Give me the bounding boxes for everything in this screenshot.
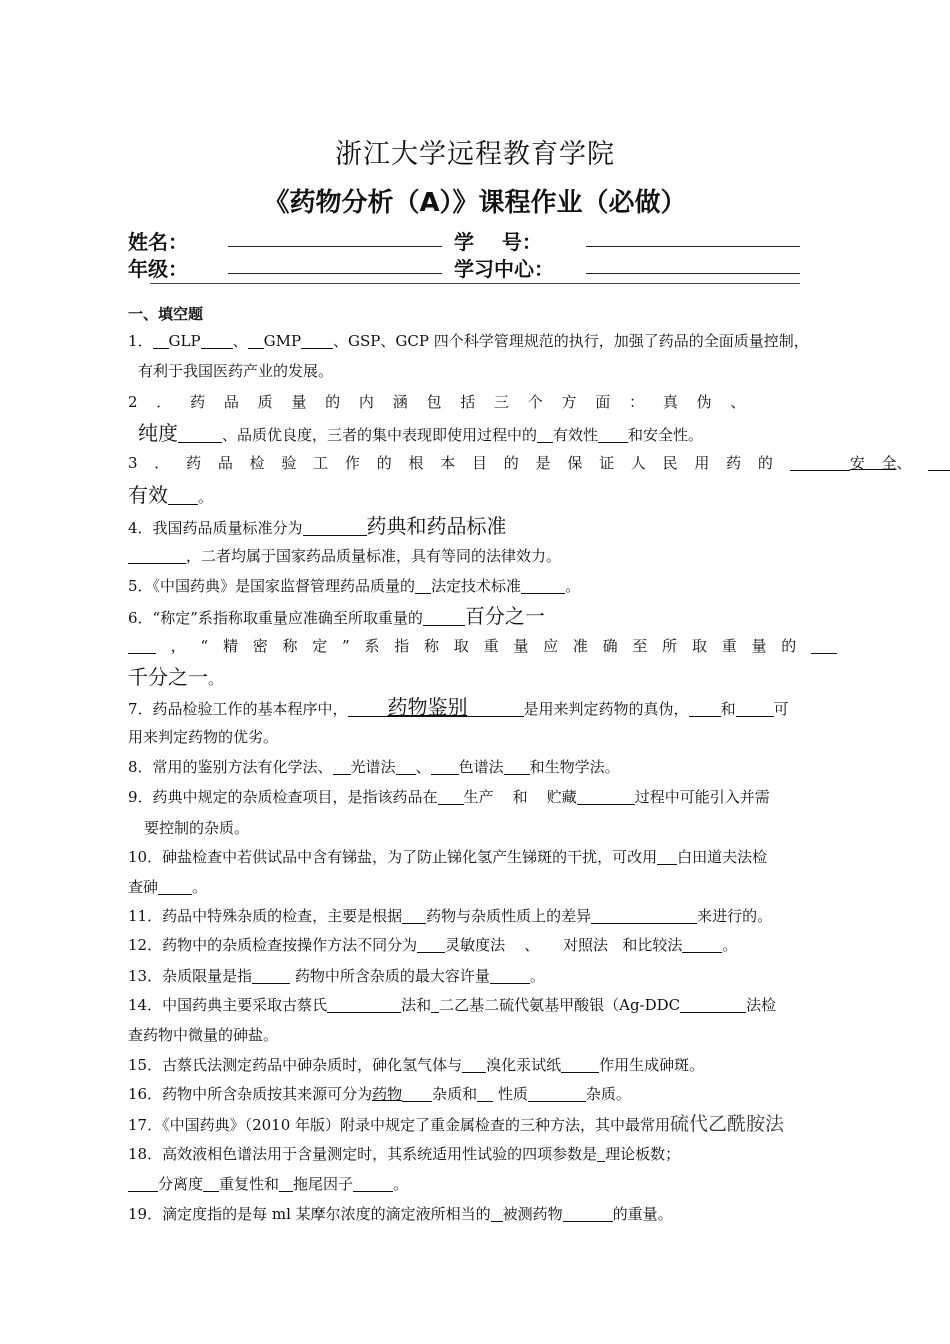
center-label: 学习中心： bbox=[454, 257, 554, 281]
question-14-line-1: 14．中国药典主要采取古蔡氏 法和 二乙基二硫代氨基甲酸银（Ag-DDC 法检 bbox=[128, 996, 777, 1014]
question-2-line-2: 纯度 、品质优良度，三者的集中表现即使用过程中的 有效性 和安全性。 bbox=[138, 421, 704, 445]
question-3-line-2: 有效 。 bbox=[128, 483, 214, 507]
student-id-label: 学 号： bbox=[454, 230, 542, 254]
center-field-line bbox=[586, 273, 800, 274]
question-9-line-1: 9．药典中规定的杂质检查项目，是指该药品在 生产 和 贮藏 过程中可能引入并需 bbox=[128, 788, 770, 806]
question-19-line: 19．滴定度指的是每 ml 某摩尔浓度的滴定液所相当的 被测药物 的重量。 bbox=[128, 1205, 673, 1223]
question-7-line-1: 7．药品检验工作的基本程序中， 药物鉴别 是用来判定药物的真伪， 和 可 bbox=[128, 695, 789, 719]
question-15-line: 15．古蔡氏法测定药品中砷杂质时，砷化氢气体与 溴化汞试纸 作用生成砷斑。 bbox=[128, 1056, 705, 1074]
question-7-line-2: 用来判定药物的优劣。 bbox=[128, 728, 279, 746]
question-17-line: 17．《中国药典》（2010 年版）附录中规定了重金属检查的三种方法，其中最常用硫代乙酰胺法 bbox=[128, 1113, 785, 1135]
document-title: 浙江大学远程教育学院 bbox=[335, 139, 615, 170]
grade-label: 年级： bbox=[128, 257, 188, 281]
question-11-line: 11．药品中特殊杂质的检查，主要是根据 药物与杂质性质上的差异 来进行的。 bbox=[128, 907, 773, 925]
question-3-line-1: 3 ． 药 品 检 验 工 作 的 根 本 目 的 是 保 证 人 民 用 药 的 安 全、 bbox=[128, 448, 824, 478]
question-1-line-1: 1． GLP 、 GMP 、GSP、GCP 四个科学管理规范的执行，加强了药品的全面质量控制， bbox=[128, 332, 809, 350]
question-2-line-1: 2 ． 药 品 质 量 的 内 涵 包 括 三 个 方 面 ： 真 伪 、 bbox=[128, 393, 746, 411]
grade-field-line bbox=[228, 273, 442, 274]
question-6-line-1: 6．“称定”系指称取重量应准确至所取重量的 百分之一 bbox=[128, 604, 545, 628]
question-5-line: 5．《中国药典》是国家监督管理药品质量的 法定技术标准 。 bbox=[128, 577, 581, 595]
question-12-line: 12．药物中的杂质检查按操作方法不同分为 灵敏度法 、 对照法 和比较法 。 bbox=[128, 936, 738, 954]
section-title: 一、填空题 bbox=[128, 305, 204, 323]
question-18-line-1: 18．高效液相色谱法用于含量测定时，其系统适用性试验的四项参数是 理论板数； bbox=[128, 1145, 681, 1163]
question-6-line-3: 千分之一。 bbox=[128, 665, 224, 689]
document-subtitle: 《药物分析（A）》课程作业（必做） bbox=[263, 188, 687, 218]
student-id-field-line bbox=[586, 246, 800, 247]
question-6-line-2: ， “ 精 密 称 定 ” 系 指 称 取 重 量 应 准 确 至 所 取 重 量 的 bbox=[128, 631, 824, 661]
question-9-line-2: 要控制的杂质。 bbox=[144, 819, 250, 837]
question-16-line: 16．药物中所含杂质按其来源可分为药物 杂质和 性质 杂质。 bbox=[128, 1085, 631, 1103]
question-14-line-2: 查药物中微量的砷盐。 bbox=[128, 1026, 279, 1044]
question-4-line-2: ，二者均属于国家药品质量标准，具有等同的法律效力。 bbox=[128, 541, 824, 571]
question-10-line-1: 10．砷盐检查中若供试品中含有锑盐，为了防止锑化氢产生锑斑的干扰，可改用 白田道夫法检 bbox=[128, 848, 768, 866]
name-field-line bbox=[228, 246, 442, 247]
question-10-line-2: 查砷 。 bbox=[128, 878, 208, 896]
question-1-line-2: 有利于我国医药产业的发展。 bbox=[138, 362, 334, 380]
question-4-line-1: 4．我国药品质量标准分为 药典和药品标准 bbox=[128, 514, 507, 538]
question-8-line: 8．常用的鉴别方法有化学法、 光谱法 、 色谱法 和生物学法。 bbox=[128, 758, 620, 776]
name-label: 姓名： bbox=[128, 230, 188, 254]
question-18-line-2: 分离度 重复性和 拖尾因子 。 bbox=[128, 1169, 824, 1199]
header-separator bbox=[150, 283, 800, 284]
question-13-line: 13．杂质限量是指 药物中所含杂质的最大容许量 。 bbox=[128, 967, 545, 985]
